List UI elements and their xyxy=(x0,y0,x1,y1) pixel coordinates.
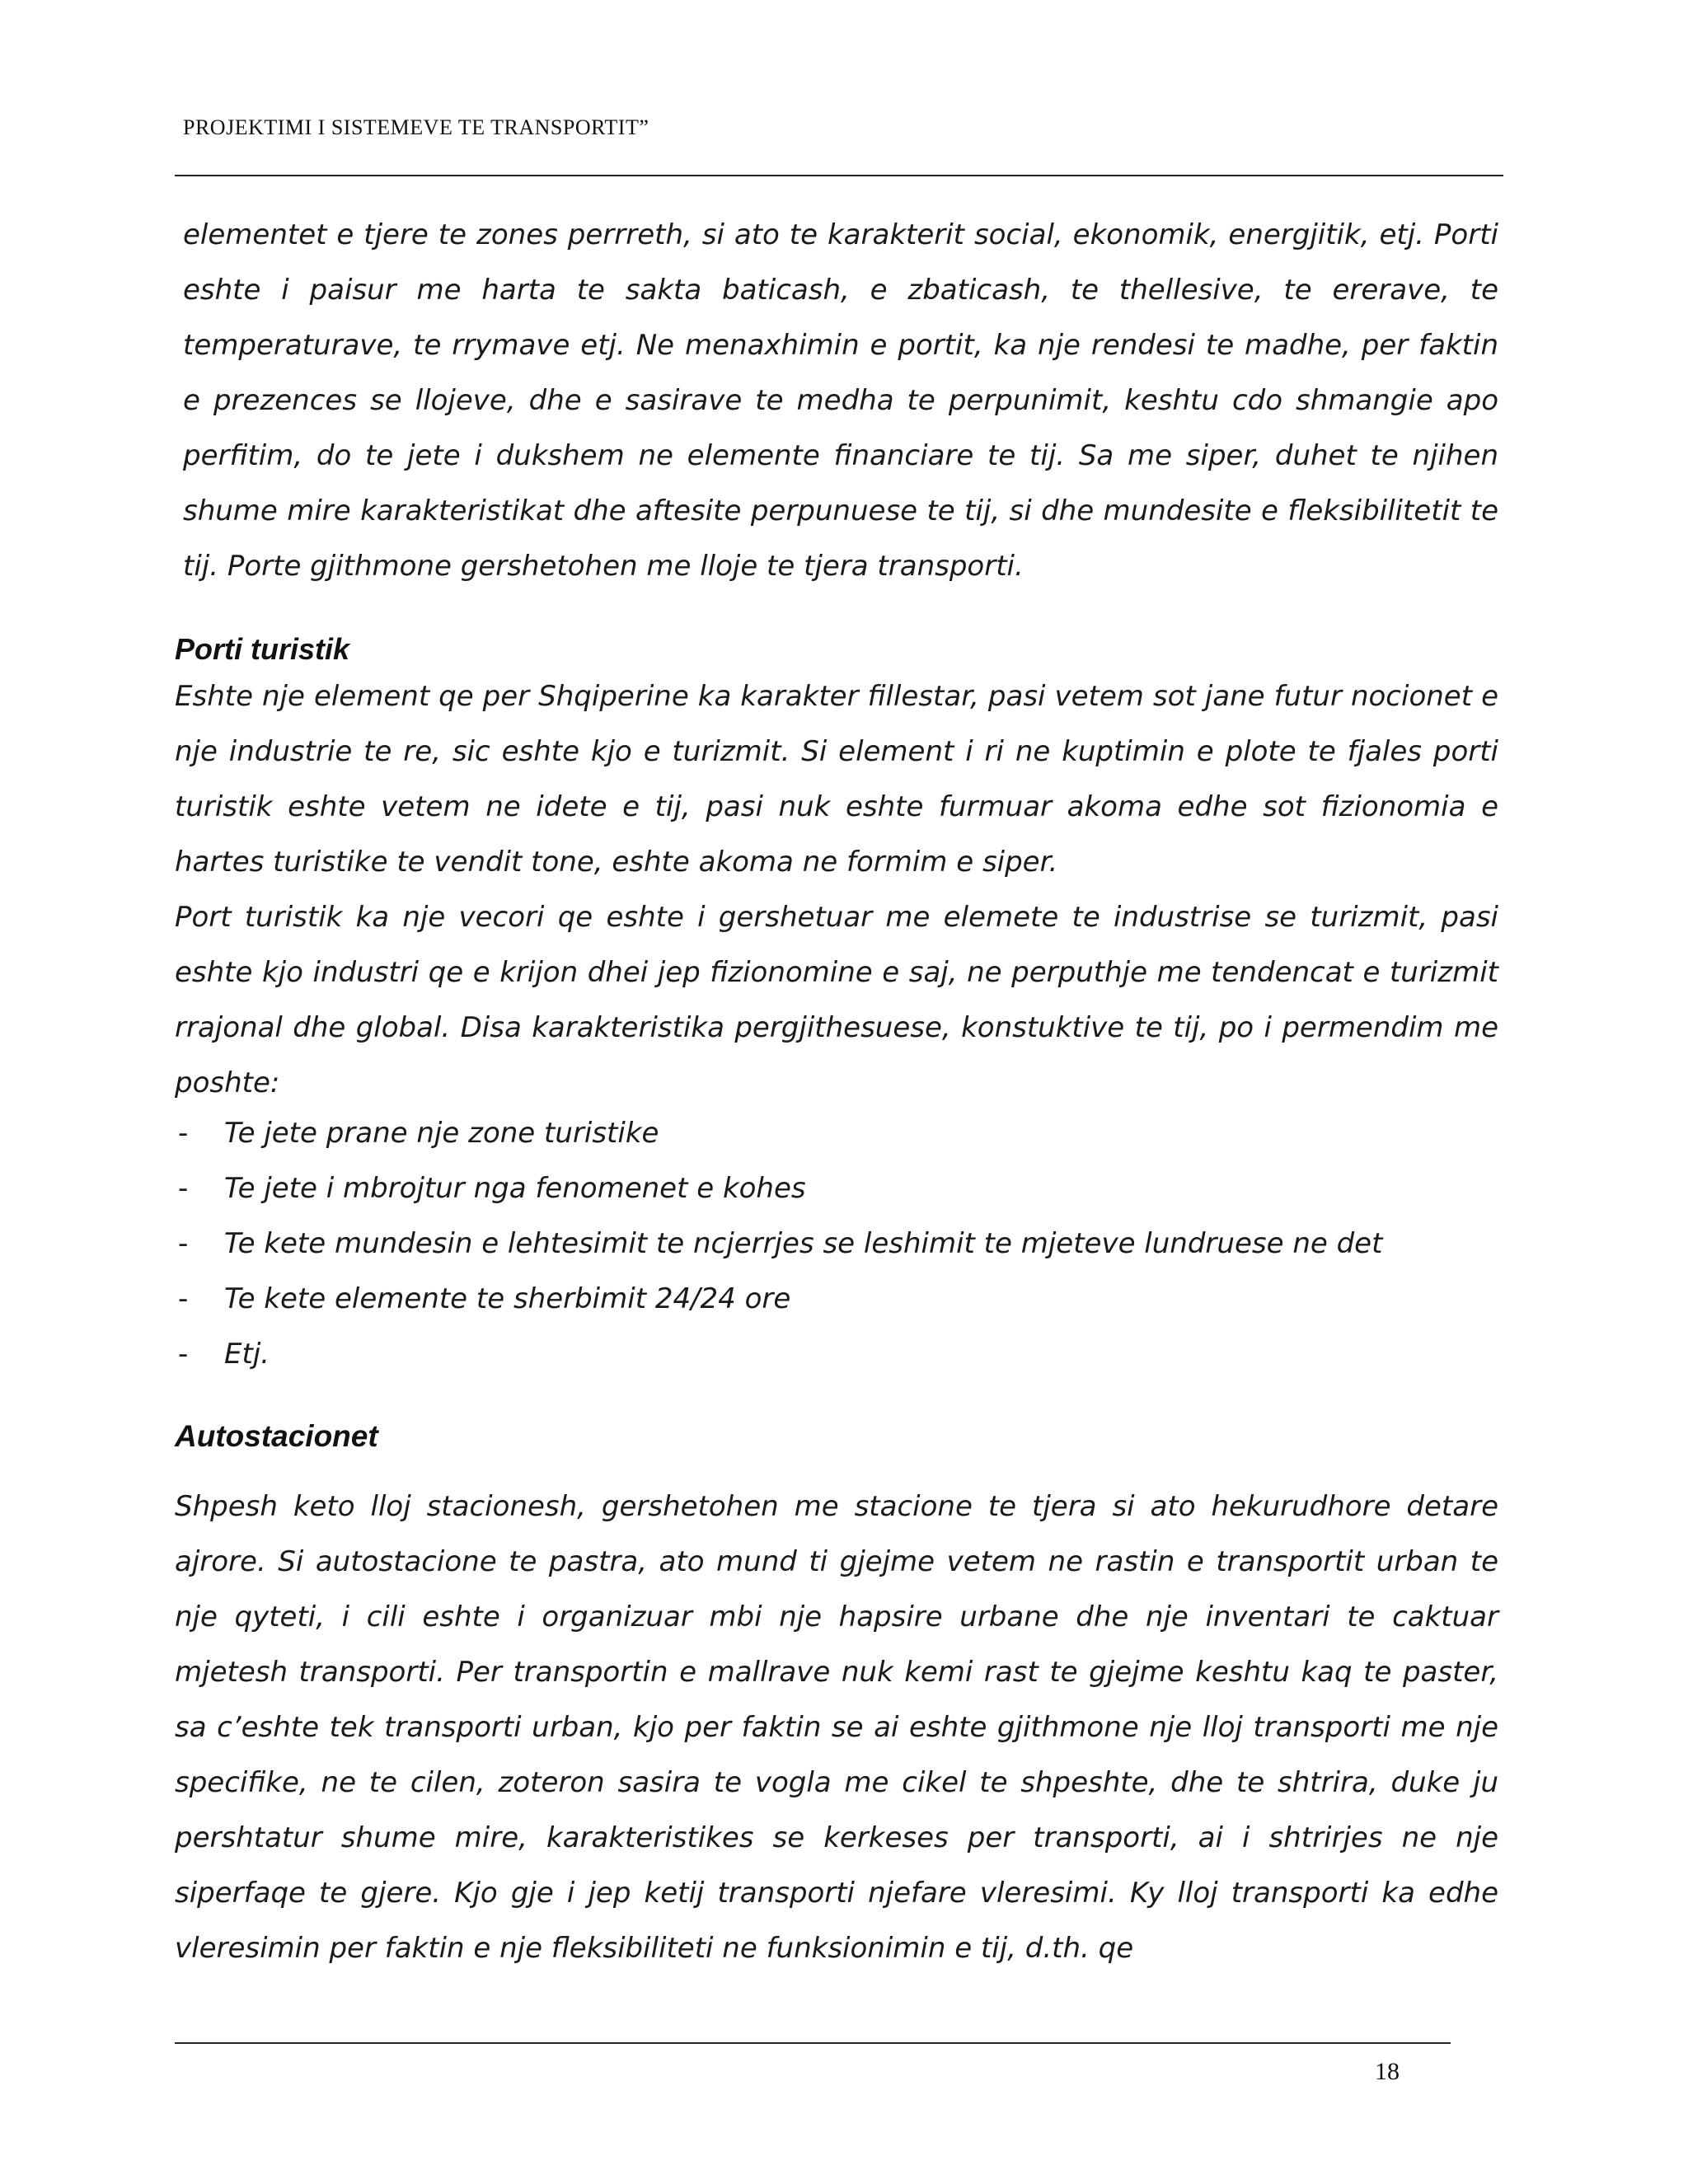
list-item-text: Te kete mundesin e lehtesimit te ncjerrjes se leshimit te mjeteve lundruese ne det xyxy=(224,1227,1383,1260)
characteristics-list xyxy=(175,1106,1498,1382)
list-item xyxy=(175,1327,1498,1382)
header-rule xyxy=(175,175,1503,176)
list-bullet: - xyxy=(178,1117,189,1150)
list-bullet: - xyxy=(178,1338,189,1371)
list-bullet: - xyxy=(178,1282,189,1315)
list-item xyxy=(175,1106,1498,1161)
heading-porti-turistik: Porti turistik xyxy=(175,632,350,666)
paragraph-porti-turistik-intro: Eshte nje element qe per Shqiperine ka karakter fillestar, pasi vetem sot jane futur nocionet e nje industrie te re, sic eshte kjo e turizmit. Si element i ri ne kuptimin e plote te fjales porti turistik eshte vetem ne idete e tij, pasi nuk eshte furmuar akoma edhe sot fizionomia e hartes turistike te vendit tone, eshte akoma ne formim e siper. xyxy=(175,680,1498,879)
running-header: PROJEKTIMI I SISTEMEVE TE TRANSPORTIT” xyxy=(183,115,649,139)
paragraph-porti-turistik-features: Port turistik ka nje vecori qe eshte i gershetuar me elemete te industrise se turizmit, pasi eshte kjo industri qe e krijon dhei jep fizionomine e saj, ne perputhje me tendencat e turizmit rrajonal dhe global. Disa karakteristika pergjithesuese, konstuktive te tij, po i permendim me poshte: xyxy=(175,901,1498,1099)
list-item xyxy=(175,1216,1498,1272)
list-item-text: Te jete prane nje zone turistike xyxy=(224,1117,659,1150)
list-item-text: Etj. xyxy=(224,1338,270,1371)
page-number: 18 xyxy=(1375,2058,1400,2085)
list-item-text: Te jete i mbrojtur nga fenomenet e kohes xyxy=(224,1172,806,1205)
list-bullet: - xyxy=(178,1227,189,1260)
list-bullet: - xyxy=(178,1172,189,1205)
footer-rule xyxy=(175,2042,1451,2044)
list-item xyxy=(175,1161,1498,1216)
list-item-text: Te kete elemente te sherbimit 24/24 ore xyxy=(224,1282,791,1315)
heading-autostacionet: Autostacionet xyxy=(175,1419,378,1453)
paragraph-autostacionet: Shpesh keto lloj stacionesh, gershetohen me stacione te tjera si ato hekurudhore detare ajrore. Si autostacione te pastra, ato mund ti gjejme vetem ne rastin e transportit urban te nje qyteti, i cili eshte i organizuar mbi nje hapsire urbane dhe nje inventari te caktuar mjetesh transporti. Per transportin e mallrave nuk kemi rast te gjejme keshtu kaq te paster, sa c’eshte tek transporti urban, kjo per faktin se ai eshte gjithmone nje lloj transporti me nje specifike, ne te cilen, zoteron sasira te vogla me cikel te shpeshte, dhe te shtrira, duke ju pershtatur shume mire, karakteristikes se kerkeses per transporti, ai i shtrirjes ne nje siperfaqe te gjere. Kjo gje i jep ketij transporti njefare vleresimi. Ky lloj transporti ka edhe vleresimin per faktin e nje fleksibiliteti ne funksionimin e tij, d.th. qe xyxy=(175,1490,1498,1965)
section-porti-turistik xyxy=(175,669,1498,1111)
paragraph-port-description: elementet e tjere te zones perrreth, si ato te karakterit social, ekonomik, energjitik, etj. Porti eshte i paisur me harta te sakta baticash, e zbaticash, te thellesive, te ererave, te temperaturave, te rrymave etj. Ne menaxhimin e portit, ka nje rendesi te madhe, per faktin e prezences se llojeve, dhe e sasirave te medha te perpunimit, keshtu cdo shmangie apo perfitim, do te jete i dukshem ne elemente financiare te tij. Sa me siper, duhet te njihen shume mire karakteristikat dhe aftesite perpunuese te tij, si dhe mundesite e fleksibilitetit te tij. Porte gjithmone gershetohen me lloje te tjera transporti. xyxy=(183,218,1498,583)
list-item xyxy=(175,1272,1498,1327)
